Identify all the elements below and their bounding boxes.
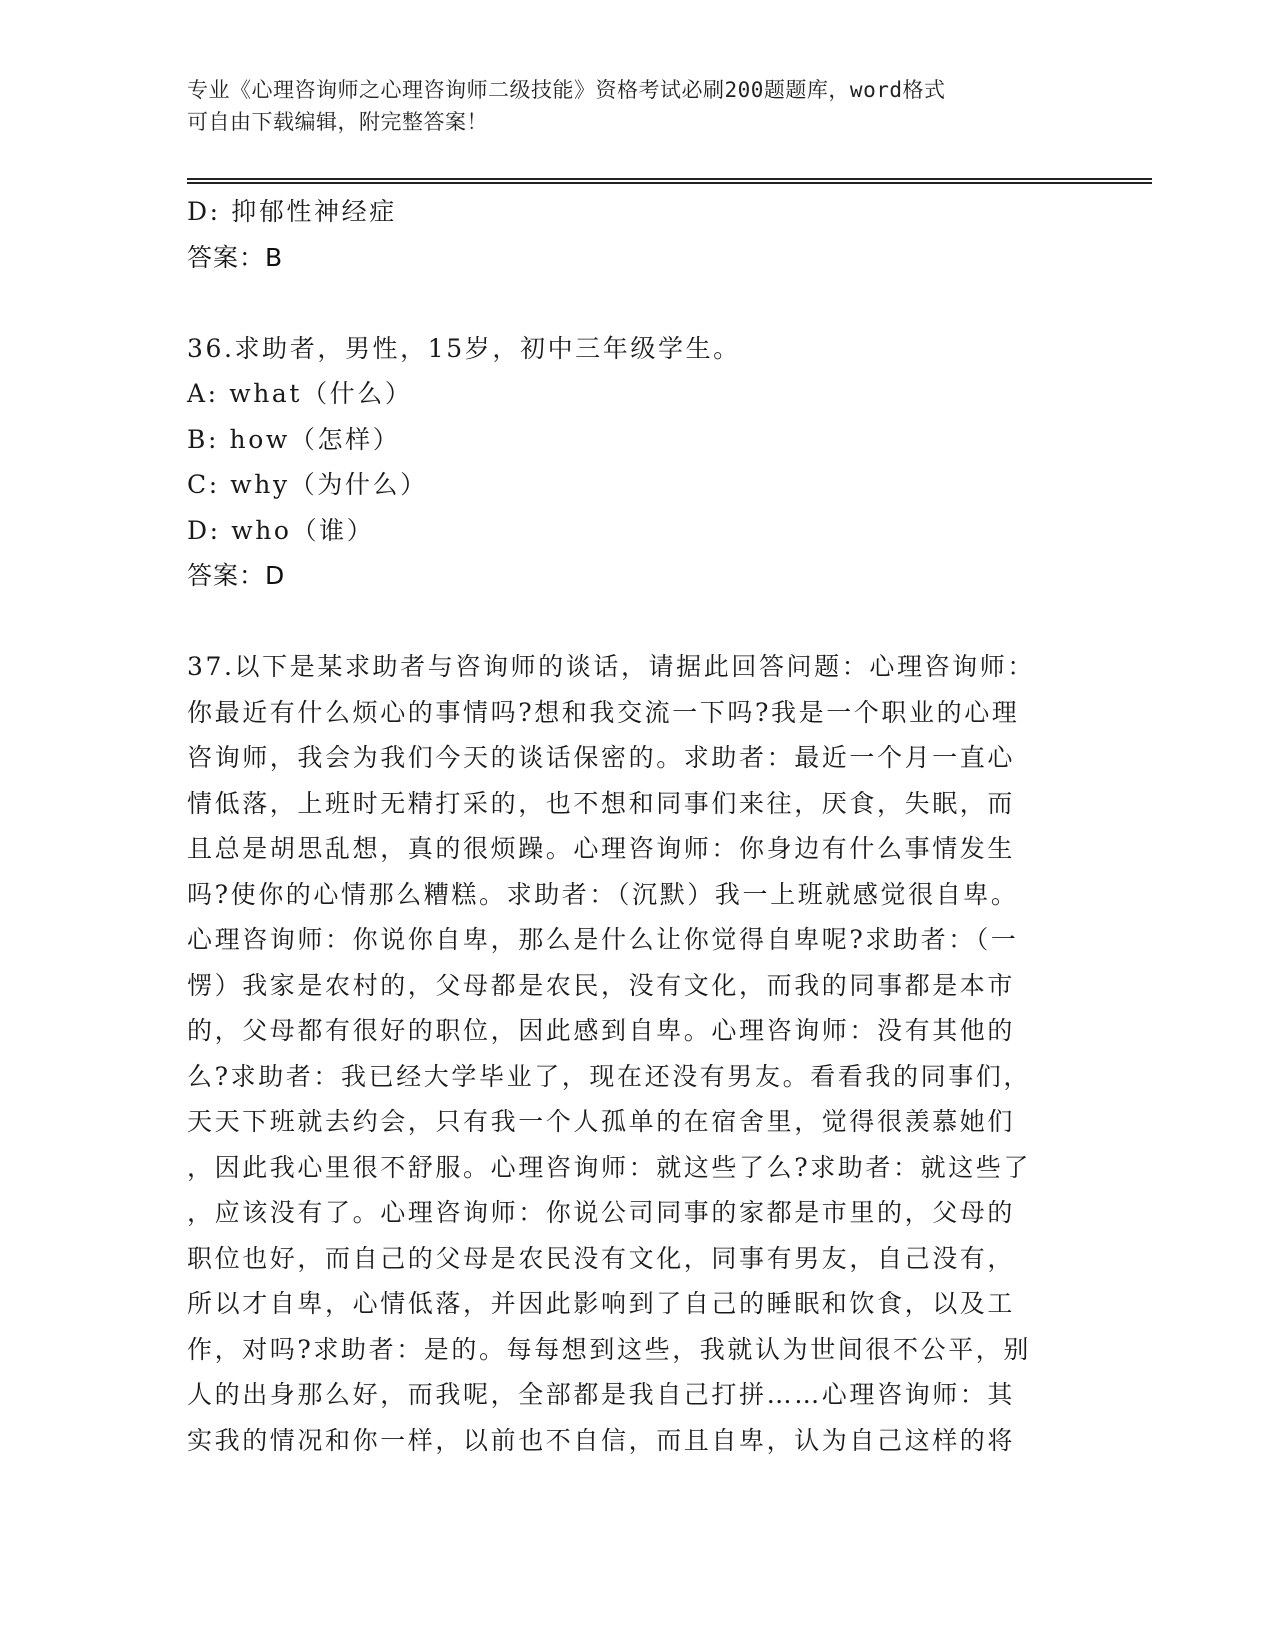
divider-line-bottom	[187, 182, 1152, 184]
question-text-line: 且总是胡思乱想，真的很烦躁。心理咨询师：你身边有什么事情发生	[187, 834, 1016, 863]
question-text-line: 职位也好，而自己的父母是农民没有文化，同事有男友，自己没有，	[187, 1243, 1016, 1273]
question-text-line: 心理咨询师：你说你自卑，那么是什么让你觉得自卑呢?求助者：（一	[187, 925, 1019, 954]
question-text-line: 所以才自卑，心情低落，并因此影响到了自己的睡眠和饮食，以及工	[187, 1289, 1016, 1318]
document-body	[187, 189, 1087, 1463]
answer-line: 答案：D	[187, 561, 286, 590]
question-text-line: 天天下班就去约会，只有我一个人孤单的在宿舍里，觉得很羡慕她们	[187, 1107, 1016, 1136]
question-text-line: 37.以下是某求助者与咨询师的谈话，请据此回答问题：心理咨询师：	[187, 652, 1035, 681]
previous-question-tail	[187, 189, 1087, 280]
page-header	[187, 74, 1067, 138]
divider-line-top	[187, 178, 1152, 180]
header-divider	[187, 178, 1152, 184]
question-text-line: 愣）我家是农村的，父母都是农民，没有文化，而我的同事都是本市	[187, 970, 1016, 1000]
question-text-line: 你最近有什么烦心的事情吗?想和我交流一下吗?我是一个职业的心理	[187, 697, 1020, 727]
question-gap	[187, 599, 1087, 645]
option-b: B: how（怎样）	[187, 424, 401, 454]
option-c: C: why（为什么）	[187, 470, 428, 499]
question-stem: 36.求助者，男性，15岁，初中三年级学生。	[187, 333, 741, 363]
question-text-line: 情低落，上班时无精打采的，也不想和同事们来往，厌食，失眠，而	[187, 788, 1016, 818]
question-text-line: 咨询师，我会为我们今天的谈话保密的。求助者：最近一个月一直心	[187, 743, 1016, 772]
option-a: A: what（什么）	[187, 379, 413, 408]
question-37	[187, 644, 1087, 1463]
question-text-line: 作，对吗?求助者：是的。每每想到这些，我就认为世间很不公平，别	[187, 1334, 1032, 1364]
question-gap	[187, 280, 1087, 326]
answer-line: 答案：B	[187, 242, 284, 272]
question-text-line: ，因此我心里很不舒服。心理咨询师：就这些了么?求助者：就这些了	[187, 1152, 1032, 1182]
header-title-line-2: 可自由下载编辑，附完整答案！	[187, 110, 488, 134]
question-36	[187, 326, 1087, 599]
question-text-line: ，应该没有了。心理咨询师：你说公司同事的家都是市里的，父母的	[187, 1198, 1016, 1227]
question-text-line: 实我的情况和你一样，以前也不自信，而且自卑，认为自己这样的将	[187, 1425, 1016, 1455]
question-text-line: 吗?使你的心情那么糟糕。求助者：（沉默）我一上班就感觉很自卑。	[187, 879, 1019, 909]
question-text-line: 人的出身那么好，而我呢，全部都是我自己打拼……心理咨询师：其	[187, 1380, 1016, 1409]
question-text-line: 的，父母都有很好的职位，因此感到自卑。心理咨询师：没有其他的	[187, 1016, 1016, 1045]
header-title-line-1: 专业《心理咨询师之心理咨询师二级技能》资格考试必刷200题题库，word格式	[187, 78, 946, 102]
option-d: D: who（谁）	[187, 515, 375, 545]
question-text-line: 么?求助者：我已经大学毕业了，现在还没有男友。看看我的同事们，	[187, 1061, 1032, 1091]
option-d: D: 抑郁性神经症	[187, 197, 397, 226]
